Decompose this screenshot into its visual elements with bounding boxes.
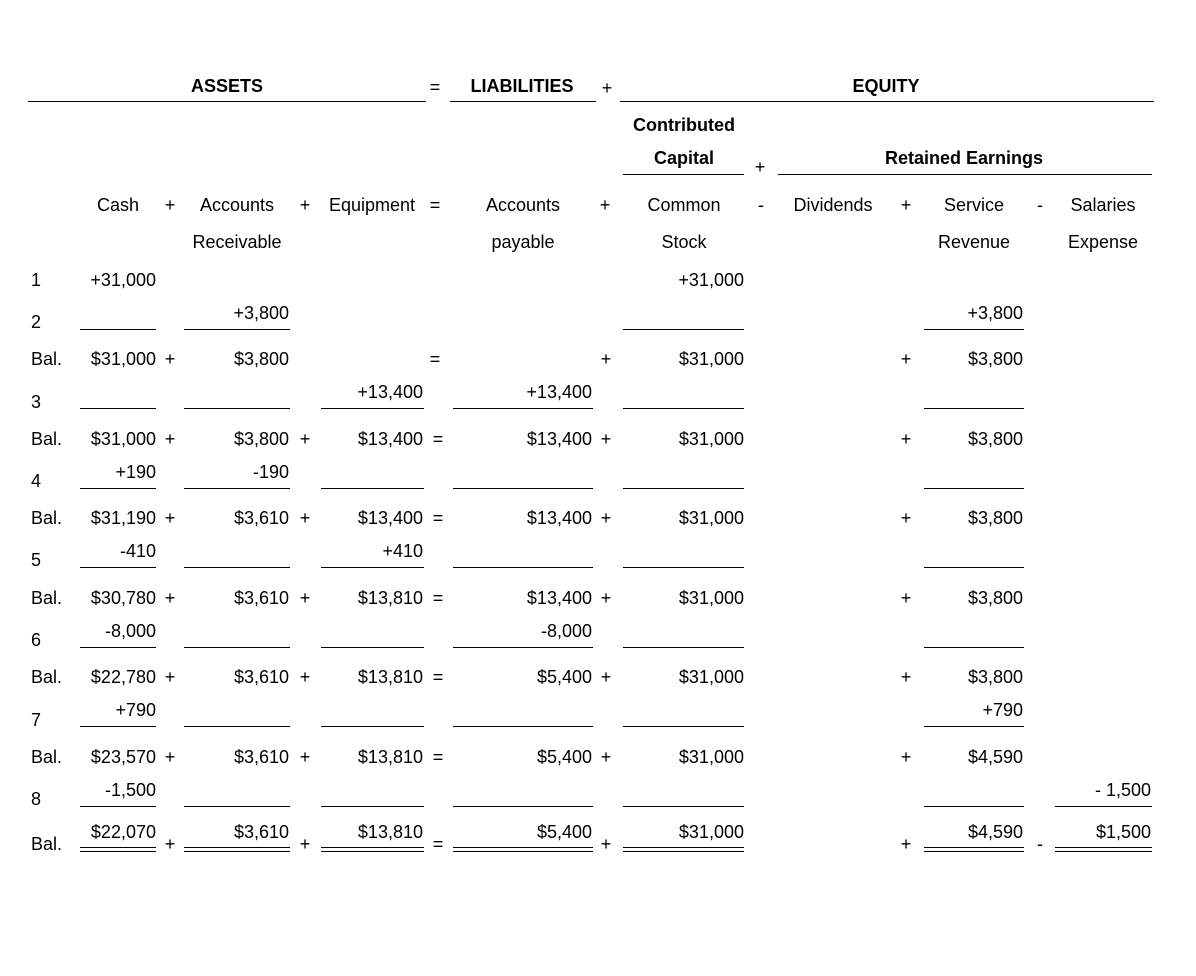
plus-sign: +: [164, 834, 176, 854]
cash-balance: $31,000: [90, 429, 156, 449]
accounts-receivable-cell: +3,800: [233, 303, 289, 323]
accounts-receivable-balance: $3,610: [233, 667, 289, 687]
equals-sign: =: [432, 747, 444, 767]
cash-underline: [80, 567, 156, 568]
equipment-double-underline: [321, 847, 424, 852]
accounts-receivable-header-line1: Accounts: [199, 195, 275, 215]
equipment-column-header: Equipment: [328, 195, 416, 215]
cash-double-underline: [80, 847, 156, 852]
salaries-expense-header-line2: Expense: [1067, 232, 1139, 252]
row-label: Bal.: [31, 429, 63, 449]
assets-header: ASSETS: [190, 76, 264, 96]
salaries-expense-header-line1: Salaries: [1070, 195, 1136, 215]
dividends-column-header: Dividends: [793, 195, 873, 215]
equals-sign: =: [432, 429, 444, 449]
row-label: 4: [31, 471, 42, 491]
common-stock-header-line2: Stock: [661, 232, 707, 252]
row-label: 1: [31, 270, 42, 290]
row-label: 3: [31, 392, 42, 412]
plus-sign: +: [164, 508, 176, 528]
salaries-expense-cell: - 1,500: [1094, 780, 1151, 800]
plus-sign: +: [600, 508, 612, 528]
assets-rule: [28, 101, 426, 102]
common-stock-underline: [623, 806, 744, 807]
service-revenue-header-line2: Revenue: [937, 232, 1011, 252]
accounts-payable-balance: $13,400: [526, 588, 592, 608]
service-revenue-underline: [924, 408, 1024, 409]
plus-sign: +: [299, 508, 311, 528]
service-revenue-balance: $4,590: [967, 747, 1023, 767]
accounts-receivable-balance: $3,800: [233, 349, 289, 369]
plus-sign: +: [900, 667, 912, 687]
plus-sign: +: [299, 195, 311, 215]
service-revenue-underline: [924, 329, 1024, 330]
service-revenue-header-line1: Service: [943, 195, 1005, 215]
contributed-capital-header-line2: Capital: [653, 148, 715, 168]
accounts-receivable-underline: [184, 567, 290, 568]
cash-cell: -410: [119, 541, 156, 561]
plus-sign: +: [600, 747, 612, 767]
plus-sign: +: [900, 508, 912, 528]
contributed-capital-rule: [623, 174, 744, 175]
common-stock-underline: [623, 488, 744, 489]
common-stock-final-balance: $31,000: [678, 822, 744, 842]
equipment-underline: [321, 408, 424, 409]
common-stock-underline: [623, 647, 744, 648]
equipment-underline: [321, 567, 424, 568]
service-revenue-underline: [924, 488, 1024, 489]
row-label: 5: [31, 550, 42, 570]
service-revenue-double-underline: [924, 847, 1024, 852]
common-stock-balance: $31,000: [678, 508, 744, 528]
plus-sign: +: [164, 429, 176, 449]
service-revenue-balance: $3,800: [967, 508, 1023, 528]
accounts-payable-underline: [453, 726, 593, 727]
accounts-receivable-balance: $3,800: [233, 429, 289, 449]
salaries-expense-underline: [1055, 806, 1152, 807]
service-revenue-underline: [924, 806, 1024, 807]
service-revenue-cell: +3,800: [967, 303, 1023, 323]
accounts-payable-balance: $13,400: [526, 429, 592, 449]
accounts-payable-underline: [453, 567, 593, 568]
accounts-payable-underline: [453, 488, 593, 489]
equals-sign: =: [429, 195, 441, 215]
equipment-balance: $13,400: [357, 508, 423, 528]
plus-sign: +: [299, 667, 311, 687]
equals-sign: =: [429, 77, 441, 97]
row-label: Bal.: [31, 747, 63, 767]
salaries-expense-double-underline: [1055, 847, 1152, 852]
equipment-balance: $13,810: [357, 747, 423, 767]
minus-sign: -: [1037, 834, 1043, 854]
accounts-receivable-underline: [184, 806, 290, 807]
equals-sign: =: [432, 588, 444, 608]
service-revenue-balance: $3,800: [967, 588, 1023, 608]
plus-sign: +: [600, 429, 612, 449]
cash-underline: [80, 647, 156, 648]
accounts-receivable-underline: [184, 647, 290, 648]
accounts-receivable-double-underline: [184, 847, 290, 852]
cash-balance: $22,780: [90, 667, 156, 687]
salaries-expense-final-balance: $1,500: [1095, 822, 1151, 842]
service-revenue-underline: [924, 567, 1024, 568]
plus-sign: +: [600, 834, 612, 854]
common-stock-underline: [623, 726, 744, 727]
retained-earnings-rule: [778, 174, 1152, 175]
accounts-payable-cell: -8,000: [540, 621, 592, 641]
accounts-receivable-cell: -190: [252, 462, 289, 482]
cash-cell: +190: [115, 462, 156, 482]
plus-sign: +: [299, 834, 311, 854]
minus-sign: -: [758, 195, 764, 215]
cash-balance: $31,000: [90, 349, 156, 369]
equity-header: EQUITY: [852, 76, 920, 96]
plus-sign: +: [164, 747, 176, 767]
plus-sign: +: [164, 349, 176, 369]
equals-sign: =: [429, 349, 441, 369]
accounts-receivable-balance: $3,610: [233, 508, 289, 528]
plus-sign: +: [299, 588, 311, 608]
retained-earnings-header: Retained Earnings: [884, 148, 1044, 168]
accounts-payable-balance: $13,400: [526, 508, 592, 528]
plus-sign: +: [600, 588, 612, 608]
service-revenue-cell: +790: [982, 700, 1023, 720]
equals-sign: =: [432, 667, 444, 687]
accounts-payable-double-underline: [453, 847, 593, 852]
cash-cell: -8,000: [104, 621, 156, 641]
plus-sign: +: [164, 195, 176, 215]
service-revenue-underline: [924, 647, 1024, 648]
common-stock-header-line1: Common: [647, 195, 721, 215]
plus-sign: +: [600, 667, 612, 687]
row-label: Bal.: [31, 834, 63, 854]
plus-sign: +: [299, 429, 311, 449]
plus-sign: +: [299, 747, 311, 767]
cash-underline: [80, 488, 156, 489]
common-stock-balance: $31,000: [678, 588, 744, 608]
cash-underline: [80, 726, 156, 727]
row-label: 8: [31, 789, 42, 809]
plus-sign: +: [900, 834, 912, 854]
accounts-receivable-underline: [184, 488, 290, 489]
cash-cell: -1,500: [104, 780, 156, 800]
accounts-receivable-final-balance: $3,610: [233, 822, 289, 842]
plus-sign: +: [601, 78, 613, 98]
accounts-receivable-header-line2: Receivable: [192, 232, 282, 252]
plus-sign: +: [900, 429, 912, 449]
cash-underline: [80, 329, 156, 330]
plus-sign: +: [900, 349, 912, 369]
accounts-payable-underline: [453, 408, 593, 409]
equipment-underline: [321, 806, 424, 807]
accounts-payable-header-line2: payable: [491, 232, 555, 252]
plus-sign: +: [900, 588, 912, 608]
plus-sign: +: [900, 195, 912, 215]
equipment-balance: $13,810: [357, 588, 423, 608]
accounts-payable-cell: +13,400: [526, 382, 592, 402]
equity-rule: [620, 101, 1154, 102]
cash-underline: [80, 806, 156, 807]
accounts-receivable-balance: $3,610: [233, 588, 289, 608]
contributed-capital-header-line1: Contributed: [633, 115, 735, 135]
cash-underline: [80, 408, 156, 409]
row-label: 2: [31, 312, 42, 332]
service-revenue-underline: [924, 726, 1024, 727]
common-stock-balance: $31,000: [678, 429, 744, 449]
cash-balance: $31,190: [90, 508, 156, 528]
common-stock-balance: $31,000: [678, 747, 744, 767]
plus-sign: +: [900, 747, 912, 767]
minus-sign: -: [1037, 195, 1043, 215]
row-label: Bal.: [31, 508, 63, 528]
cash-cell: +31,000: [90, 270, 156, 290]
service-revenue-final-balance: $4,590: [967, 822, 1023, 842]
service-revenue-balance: $3,800: [967, 349, 1023, 369]
equals-sign: =: [432, 508, 444, 528]
row-label: 6: [31, 630, 42, 650]
equipment-cell: +13,400: [357, 382, 423, 402]
accounts-payable-underline: [453, 647, 593, 648]
liabilities-rule: [450, 101, 596, 102]
common-stock-double-underline: [623, 847, 744, 852]
equipment-cell: +410: [382, 541, 423, 561]
plus-sign: +: [599, 195, 611, 215]
accounts-receivable-balance: $3,610: [233, 747, 289, 767]
cash-balance: $30,780: [90, 588, 156, 608]
accounts-receivable-underline: [184, 329, 290, 330]
row-label: Bal.: [31, 588, 63, 608]
common-stock-underline: [623, 329, 744, 330]
liabilities-header: LIABILITIES: [470, 76, 574, 96]
equipment-final-balance: $13,810: [357, 822, 423, 842]
accounts-payable-balance: $5,400: [536, 747, 592, 767]
equipment-underline: [321, 647, 424, 648]
row-label: Bal.: [31, 667, 63, 687]
equipment-underline: [321, 726, 424, 727]
accounts-receivable-underline: [184, 408, 290, 409]
accounts-receivable-underline: [184, 726, 290, 727]
accounts-payable-balance: $5,400: [536, 667, 592, 687]
common-stock-underline: [623, 408, 744, 409]
cash-final-balance: $22,070: [90, 822, 156, 842]
equipment-balance: $13,400: [357, 429, 423, 449]
plus-sign: +: [164, 667, 176, 687]
equals-sign: =: [432, 834, 444, 854]
row-label: Bal.: [31, 349, 63, 369]
service-revenue-balance: $3,800: [967, 667, 1023, 687]
plus-sign: +: [754, 157, 766, 177]
common-stock-balance: $31,000: [678, 349, 744, 369]
cash-cell: +790: [115, 700, 156, 720]
cash-column-header: Cash: [96, 195, 140, 215]
accounts-payable-underline: [453, 806, 593, 807]
common-stock-balance: $31,000: [678, 667, 744, 687]
common-stock-cell: +31,000: [678, 270, 744, 290]
plus-sign: +: [600, 349, 612, 369]
accounts-payable-final-balance: $5,400: [536, 822, 592, 842]
equipment-balance: $13,810: [357, 667, 423, 687]
cash-balance: $23,570: [90, 747, 156, 767]
row-label: 7: [31, 710, 42, 730]
plus-sign: +: [164, 588, 176, 608]
service-revenue-balance: $3,800: [967, 429, 1023, 449]
common-stock-underline: [623, 567, 744, 568]
accounts-payable-header-line1: Accounts: [485, 195, 561, 215]
equipment-underline: [321, 488, 424, 489]
